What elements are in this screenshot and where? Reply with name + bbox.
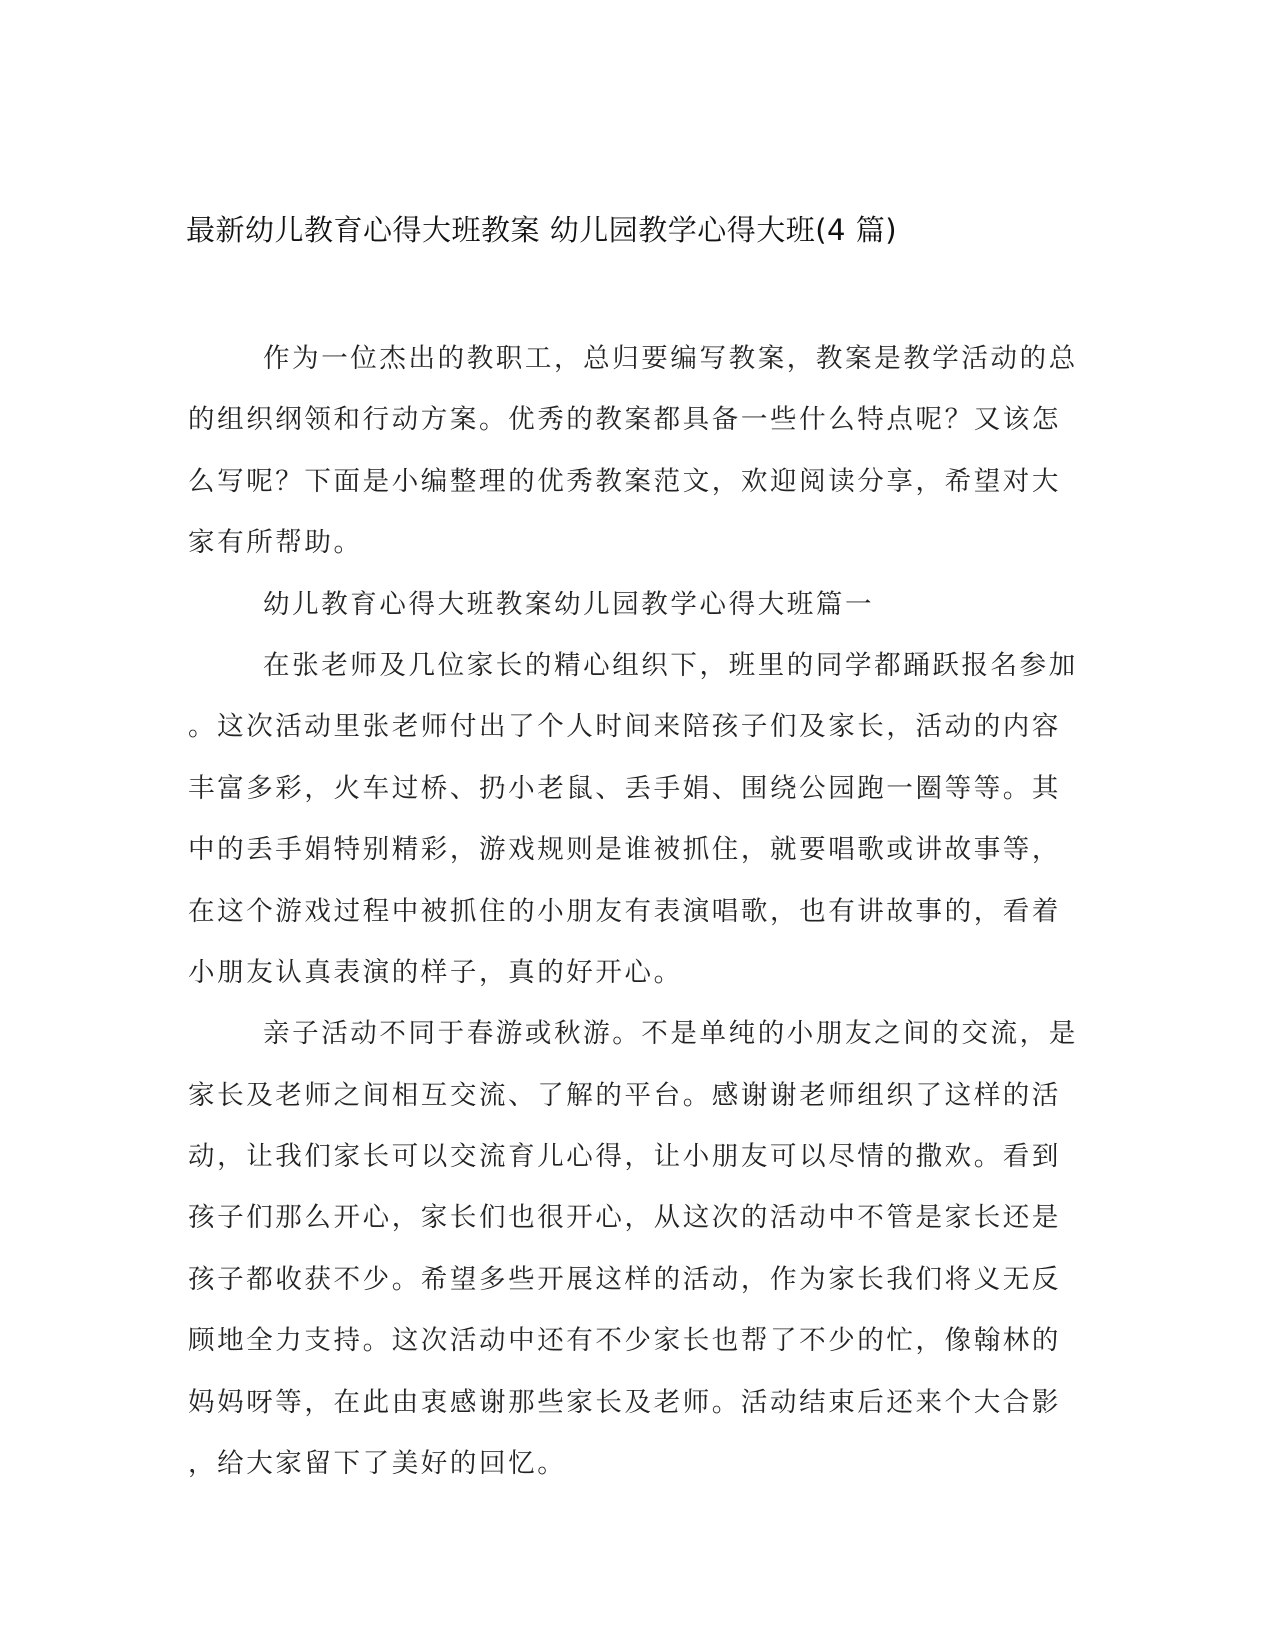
intro-paragraph-line: 作为一位杰出的教职工，总归要编写教案，教案是教学活动的总 (263, 343, 1078, 374)
body-paragraph-line: 。这次活动里张老师付出了个人时间来陪孩子们及家长，活动的内容 (188, 711, 1061, 743)
body-paragraph-line: 顾地全力支持。这次活动中还有不少家长也帮了不少的忙，像翰林的 (188, 1325, 1061, 1357)
intro-paragraph-line: 的组织纲领和行动方案。优秀的教案都具备一些什么特点呢？又该怎 (188, 404, 1061, 436)
intro-paragraph-line: 么写呢？下面是小编整理的优秀教案范文，欢迎阅读分享，希望对大 (188, 465, 1061, 497)
document-body (188, 328, 1088, 1494)
body-paragraph-line: 动，让我们家长可以交流育儿心得，让小朋友可以尽情的撒欢。看到 (188, 1141, 1061, 1173)
body-paragraph-line: 小朋友认真表演的样子，真的好开心。 (188, 956, 683, 988)
body-paragraph-line: 在这个游戏过程中被抓住的小朋友有表演唱歌，也有讲故事的，看着 (188, 895, 1061, 927)
body-paragraph-line: 在张老师及几位家长的精心组织下，班里的同学都踊跃报名参加 (263, 649, 1078, 681)
body-paragraph-line: 妈妈呀等，在此由衷感谢那些家长及老师。活动结束后还来个大合影 (188, 1386, 1061, 1418)
document-title: 最新幼儿教育心得大班教案 幼儿园教学心得大班(4 篇) (186, 213, 898, 247)
intro-paragraph-line: 家有所帮助。 (188, 527, 363, 559)
body-paragraph-line: 丰富多彩，火车过桥、扔小老鼠、丢手娟、围绕公园跑一圈等等。其 (188, 772, 1061, 804)
body-paragraph-line: ，给大家留下了美好的回忆。 (188, 1448, 567, 1480)
body-paragraph-line: 孩子都收获不少。希望多些开展这样的活动，作为家长我们将义无反 (188, 1263, 1061, 1295)
section-heading: 幼儿教育心得大班教案幼儿园教学心得大班篇一 (263, 588, 875, 620)
body-paragraph-line: 亲子活动不同于春游或秋游。不是单纯的小朋友之间的交流，是 (263, 1018, 1078, 1050)
body-paragraph-line: 中的丢手娟特别精彩，游戏规则是谁被抓住，就要唱歌或讲故事等， (188, 834, 1061, 866)
body-paragraph-line: 家长及老师之间相互交流、了解的平台。感谢谢老师组织了这样的活 (188, 1079, 1061, 1111)
body-paragraph-line: 孩子们那么开心，家长们也很开心，从这次的活动中不管是家长还是 (188, 1202, 1061, 1234)
